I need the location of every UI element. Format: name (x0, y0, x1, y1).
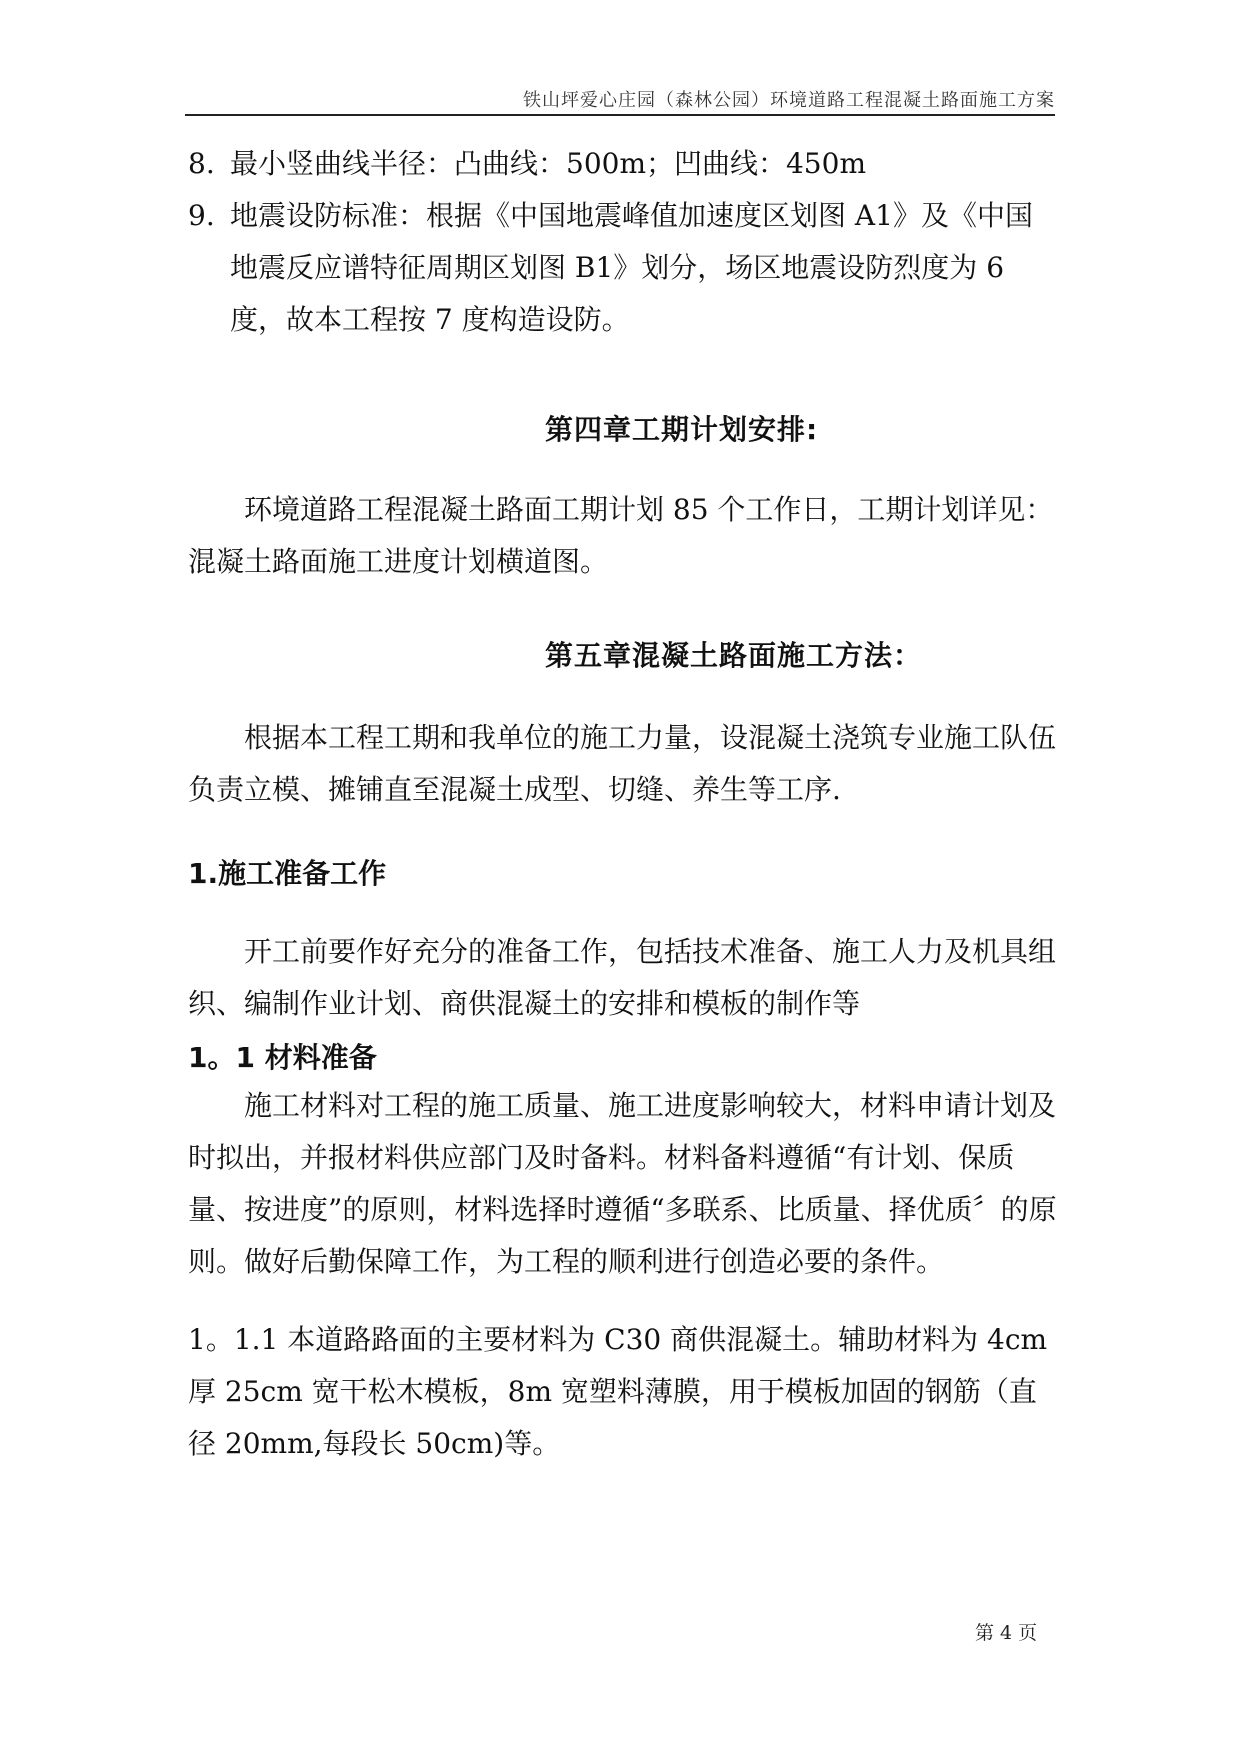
list-text: 地震设防标准：根据《中国地震峰值加速度区划图 A1》及《中国地震反应谱特征周期区划图 B1》划分，场区地震设防烈度为 6 度，故本工程按 7 度构造设防。 (230, 199, 1033, 336)
section-1-heading: 1.施工准备工作 (188, 857, 387, 890)
list-number: 9. (188, 199, 215, 232)
chapter-5-heading: 第五章混凝土路面施工方法： (545, 639, 923, 672)
list-item-8 (188, 138, 1058, 190)
section-1-paragraph: 开工前要作好充分的准备工作，包括技术准备、施工人力及机具组织、编制作业计划、商供混凝土的安排和模板的制作等 (188, 935, 1057, 1020)
section-1-1-1-paragraph: 1。1.1 本道路路面的主要材料为 C30 商供混凝土。辅助材料为 4cm 厚 25cm 宽干松木模板，8m 宽塑料薄膜，用于模板加固的钢筋（直径 20mm,每段长 50cm)等。 (188, 1323, 1048, 1460)
section-1-1-paragraph: 施工材料对工程的施工质量、施工进度影响较大，材料申请计划及时拟出，并报材料供应部门及时备料。材料备料遵循“有计划、保质量、按进度”的原则，材料选择时遵循“多联系、比质量、择优质〞的原则。做好后勤保障工作，为工程的顺利进行创造必要的条件。 (188, 1089, 1057, 1278)
page-header-title: 铁山坪爱心庄园（森林公园）环境道路工程混凝土路面施工方案 (523, 90, 1055, 111)
chapter-4-paragraph: 环境道路工程混凝土路面工期计划 85 个工作日，工期计划详见：混凝土路面施工进度计划横道图。 (188, 493, 1054, 578)
list-text: 最小竖曲线半径：凸曲线：500m；凹曲线：450m (230, 147, 866, 180)
section-1-1-heading: 1。1 材料准备 (188, 1041, 377, 1074)
header-divider (185, 114, 1055, 116)
chapter-4-heading: 第四章工期计划安排: (545, 413, 819, 446)
page-number: 第 4 页 (975, 1622, 1038, 1644)
chapter-5-paragraph: 根据本工程工期和我单位的施工力量，设混凝土浇筑专业施工队伍负责立模、摊铺直至混凝土成型、切缝、养生等工序. (188, 721, 1057, 806)
list-item-9 (188, 190, 1058, 336)
list-number: 8. (188, 147, 215, 180)
